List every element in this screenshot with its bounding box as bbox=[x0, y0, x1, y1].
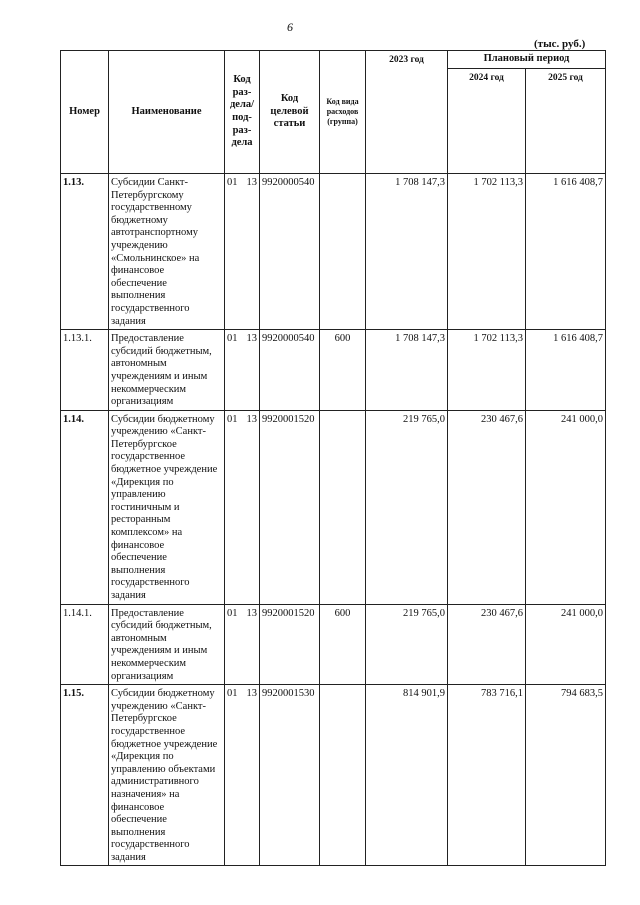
row-2025: 1 616 408,7 bbox=[526, 330, 606, 411]
row-2023: 1 708 147,3 bbox=[366, 174, 448, 330]
row-target: 9920001520 bbox=[260, 604, 320, 685]
row-podrazdel: 13 bbox=[246, 413, 257, 425]
header-name: Наименование bbox=[109, 51, 225, 174]
header-number: Номер bbox=[61, 51, 109, 174]
row-razdel: 01 bbox=[227, 333, 238, 345]
table-row bbox=[61, 410, 606, 604]
header-plan-period: Плановый период bbox=[448, 51, 606, 69]
row-razdel: 01 bbox=[227, 413, 238, 425]
row-name: Предоставление субсидий бюджетным, автономным учреждениям и иным некоммерческим организациям bbox=[109, 330, 225, 411]
row-section bbox=[225, 410, 260, 604]
header-2025: 2025 год bbox=[526, 69, 606, 174]
header-target: Код целевой статьи bbox=[260, 51, 320, 174]
row-name: Субсидии бюджетному учреждению «Санкт-Петербургское государственное бюджетное учреждение «Дирекция по управлению гостиничным и ресторанным комплексом» на финансовое обеспечение выполнения государственного задания bbox=[109, 410, 225, 604]
row-2024: 230 467,6 bbox=[448, 604, 526, 685]
header-2023: 2023 год bbox=[366, 51, 448, 174]
row-2024: 1 702 113,3 bbox=[448, 174, 526, 330]
row-name: Субсидии бюджетному учреждению «Санкт-Петербургское государственное бюджетное учреждение «Дирекция по управлению объектами административного назначения» на финансовое обеспечение выполнения государственного задания bbox=[109, 685, 225, 866]
header-section: Код раз-дела/ под-раз-дела bbox=[225, 51, 260, 174]
row-number: 1.14.1. bbox=[61, 604, 109, 685]
row-2025: 794 683,5 bbox=[526, 685, 606, 866]
row-2025: 1 616 408,7 bbox=[526, 174, 606, 330]
row-2023: 219 765,0 bbox=[366, 410, 448, 604]
row-number: 1.13.1. bbox=[61, 330, 109, 411]
row-expense: 600 bbox=[320, 330, 366, 411]
row-2023: 219 765,0 bbox=[366, 604, 448, 685]
row-podrazdel: 13 bbox=[246, 177, 257, 188]
table-row bbox=[61, 330, 606, 411]
row-2024: 230 467,6 bbox=[448, 410, 526, 604]
row-number: 1.14. bbox=[61, 410, 109, 604]
row-section bbox=[225, 604, 260, 685]
row-razdel: 01 bbox=[227, 607, 238, 619]
row-target: 9920000540 bbox=[260, 330, 320, 411]
table-row bbox=[61, 604, 606, 685]
table-row bbox=[61, 174, 606, 330]
row-name: Предоставление субсидий бюджетным, автономным учреждениям и иным некоммерческим организациям bbox=[109, 604, 225, 685]
row-name: Субсидии Санкт-Петербургскому государственному бюджетному автотранспортному учреждению «Смольнинское» на финансовое обеспечение выполнения государственного задания bbox=[109, 174, 225, 330]
row-2024: 1 702 113,3 bbox=[448, 330, 526, 411]
row-number: 1.13. bbox=[61, 174, 109, 330]
row-podrazdel: 13 bbox=[246, 688, 257, 700]
row-section bbox=[225, 685, 260, 866]
row-target: 9920000540 bbox=[260, 174, 320, 330]
row-razdel: 01 bbox=[227, 177, 238, 188]
units-label: (тыс. руб.) bbox=[534, 38, 586, 50]
header-2024: 2024 год bbox=[448, 69, 526, 174]
row-expense bbox=[320, 685, 366, 866]
page-number: 6 bbox=[287, 20, 293, 34]
row-number: 1.15. bbox=[61, 685, 109, 866]
row-expense bbox=[320, 174, 366, 330]
row-section bbox=[225, 174, 260, 330]
budget-table bbox=[60, 50, 606, 866]
row-target: 9920001530 bbox=[260, 685, 320, 866]
row-2023: 1 708 147,3 bbox=[366, 330, 448, 411]
row-2025: 241 000,0 bbox=[526, 604, 606, 685]
row-2025: 241 000,0 bbox=[526, 410, 606, 604]
row-2024: 783 716,1 bbox=[448, 685, 526, 866]
row-section bbox=[225, 330, 260, 411]
row-podrazdel: 13 bbox=[246, 607, 257, 619]
row-2023: 814 901,9 bbox=[366, 685, 448, 866]
row-podrazdel: 13 bbox=[246, 333, 257, 345]
row-expense: 600 bbox=[320, 604, 366, 685]
row-razdel: 01 bbox=[227, 688, 238, 700]
row-target: 9920001520 bbox=[260, 410, 320, 604]
header-expense: Код вида расходов (группа) bbox=[320, 51, 366, 174]
table-row bbox=[61, 685, 606, 866]
row-expense bbox=[320, 410, 366, 604]
